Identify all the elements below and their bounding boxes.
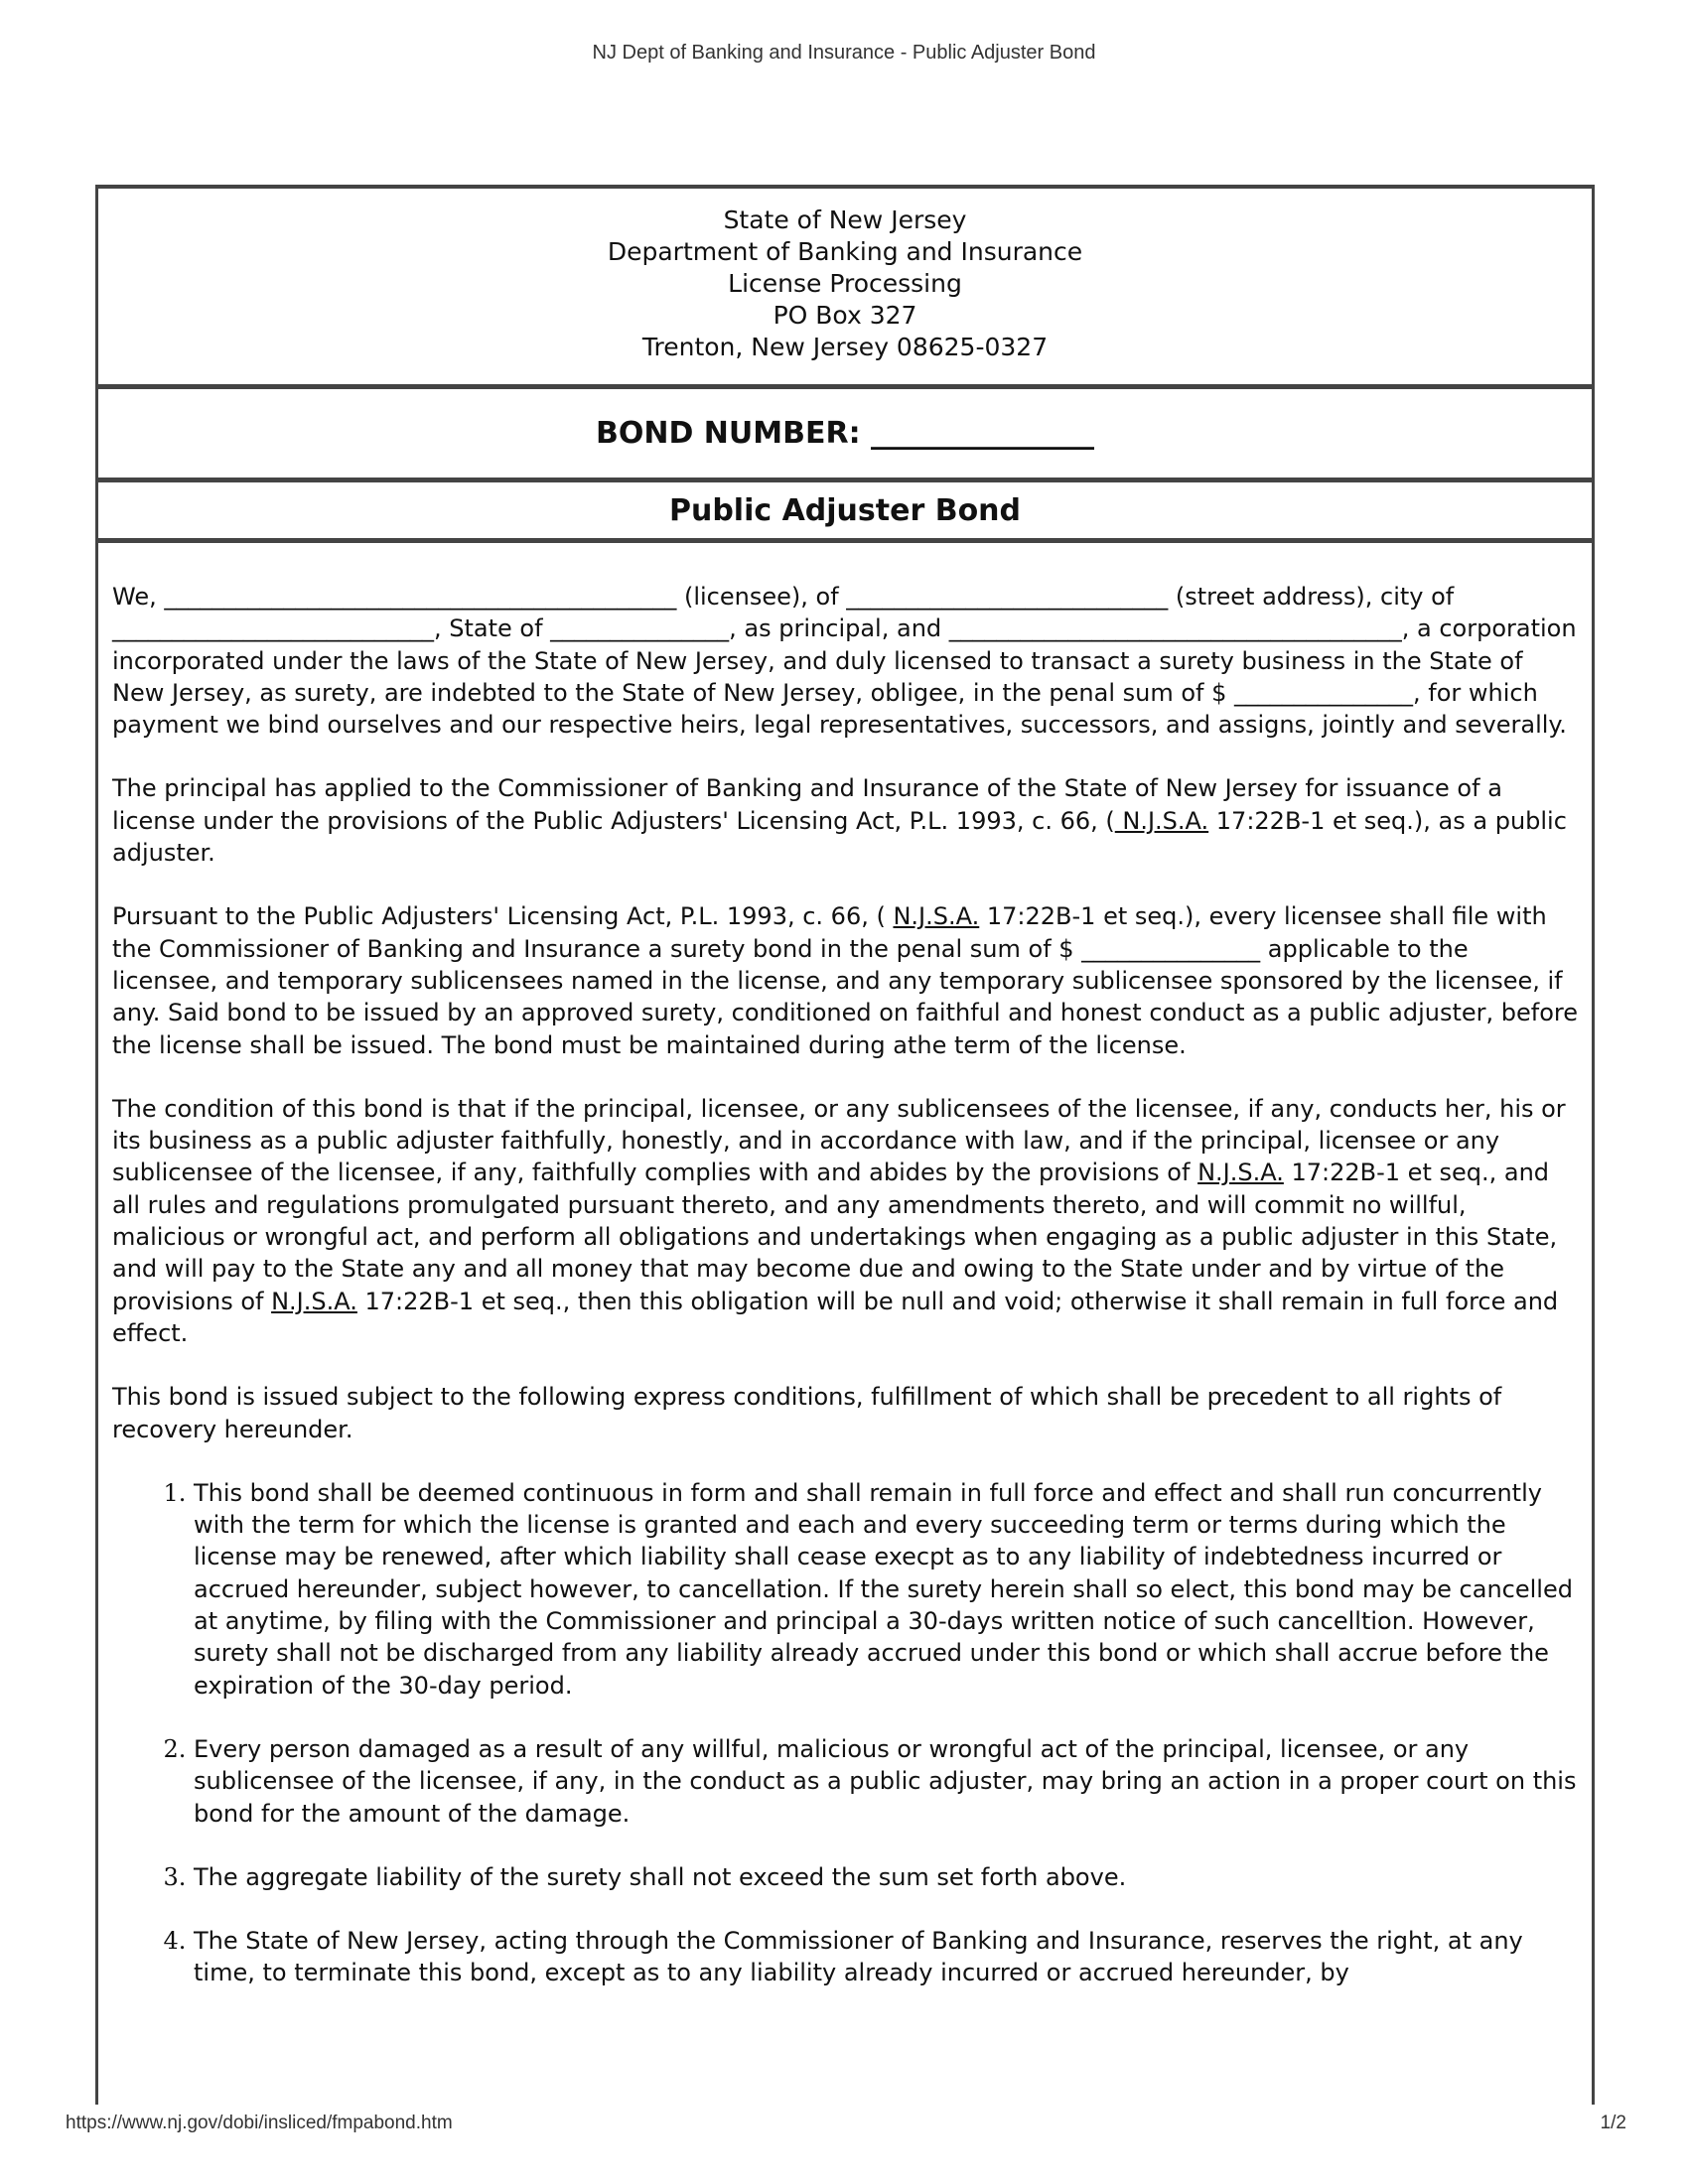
bond-form [95, 185, 1595, 2105]
njsa-link[interactable]: N.J.S.A. [893, 902, 980, 931]
application-paragraph: The principal has applied to the Commissioner of Banking and Insurance of the State of New Jersey for issuance of a license under the provisions of the Public Adjusters' Licensing Act, P.L. 1993, c. 66, ( N.J.S.A. 17:22B-1 et seq.), as a public adjuster. [112, 774, 1567, 868]
njsa-link[interactable]: N.J.S.A. [1197, 1159, 1284, 1187]
express-conditions-paragraph: This bond is issued subject to the following express conditions, fulfillment of which shall be precedent to all rights of recovery hereunder. [112, 1383, 1502, 1443]
address-line: License Processing [728, 269, 962, 298]
bond-number: BOND NUMBER: _______________ [98, 389, 1592, 482]
list-item: 2. Every person damaged as a result of any willful, malicious or wrongful act of the principal, licensee, or any sublicensee of the licensee, if any, in the conduct as a public adjuster, may bring an action in a proper court on this bond for the amount of the damage. [194, 1733, 1580, 1830]
address-line: PO Box 327 [773, 301, 917, 330]
print-header: NJ Dept of Banking and Insurance - Public Adjuster Bond [592, 42, 1096, 64]
conditions-list [112, 1477, 1580, 1989]
address-line: State of New Jersey [723, 205, 967, 234]
agency-address [98, 189, 1592, 389]
footer-url: https://www.nj.gov/dobi/insliced/fmpabond.htm [66, 2113, 453, 2133]
page-title: Public Adjuster Bond [98, 482, 1592, 543]
condition-paragraph: The condition of this bond is that if the principal, licensee, or any sublicensees of the licensee, if any, conducts her, his or its business as a public adjuster faithfully, honestly, and in accordance with law, and if the principal, licensee or any sublicensee of the licensee, if any, faithfully complies with and abides by the provisions of N.J.S.A. 17:22B-1 et seq., and all rules and regulations promulgated pursuant thereto, and any amendments thereto, and will commit no willful, malicious or wrongful act, and perform all obligations and undertakings when engaging as a public adjuster in this State, and will pay to the State any and all money that may become due and owing to the State under and by virtue of the provisions of N.J.S.A. 17:22B-1 et seq., then this obligation will be null and void; otherwise it shall remain in full force and effect. [112, 1094, 1566, 1347]
page-number: 1/2 [1600, 2113, 1626, 2133]
bond-body [98, 543, 1592, 1989]
list-item: 4. The State of New Jersey, acting through the Commissioner of Banking and Insurance, reserves the right, at any time, to terminate this bond, except as to any liability already incurred or accrued hereunder, by [194, 1925, 1580, 1989]
list-item: 1. This bond shall be deemed continuous in form and shall remain in full force and effect and shall run concurrently with the term for which the license is granted and each and every succeeding term or terms during which the license may be renewed, after which liability shall cease execpt as to any liability of indebtedness incurred or accrued hereunder, subject however, to cancellation. If the surety herein shall so elect, this bond may be cancelled at anytime, by filing with the Commissioner and principal a 30-days written notice of such cancelltion. However, surety shall not be discharged from any liability already accrued under this bond or which shall accrue before the expiration of the 30-day period. [194, 1477, 1580, 1702]
njsa-link[interactable]: N.J.S.A. [1114, 806, 1209, 835]
njsa-link[interactable]: N.J.S.A. [271, 1287, 357, 1315]
address-line: Trenton, New Jersey 08625-0327 [641, 333, 1049, 361]
pursuant-paragraph: Pursuant to the Public Adjusters' Licensing Act, P.L. 1993, c. 66, ( N.J.S.A. 17:22B-1 et seq.), every licensee shall file with the Commissioner of Banking and Insurance a surety bond in the penal sum of $ _______________ applicable to the licensee, and temporary sublicensees named in the license, and any temporary sublicensee sponsored by the licensee, if any. Said bond to be issued by an approved surety, conditioned on faithful and honest conduct as a public adjuster, before the license shall be issued. The bond must be maintained during athe term of the license. [112, 902, 1578, 1059]
parties-paragraph: We, ___________________________________________ (licensee), of ___________________________ (street address), city of ___________________________, State of _______________, as principal, and ______________________________________, a corporation incorporated under the laws of the State of New Jersey, and duly licensed to transact a surety business in the State of New Jersey, as surety, are indebted to the State of New Jersey, obligee, in the penal sum of $ _______________, for which payment we bind ourselves and our respective heirs, legal representatives, successors, and assigns, jointly and severally. [112, 583, 1577, 740]
address-line: Department of Banking and Insurance [607, 237, 1083, 266]
list-item: 3. The aggregate liability of the surety shall not exceed the sum set forth above. [194, 1861, 1580, 1893]
